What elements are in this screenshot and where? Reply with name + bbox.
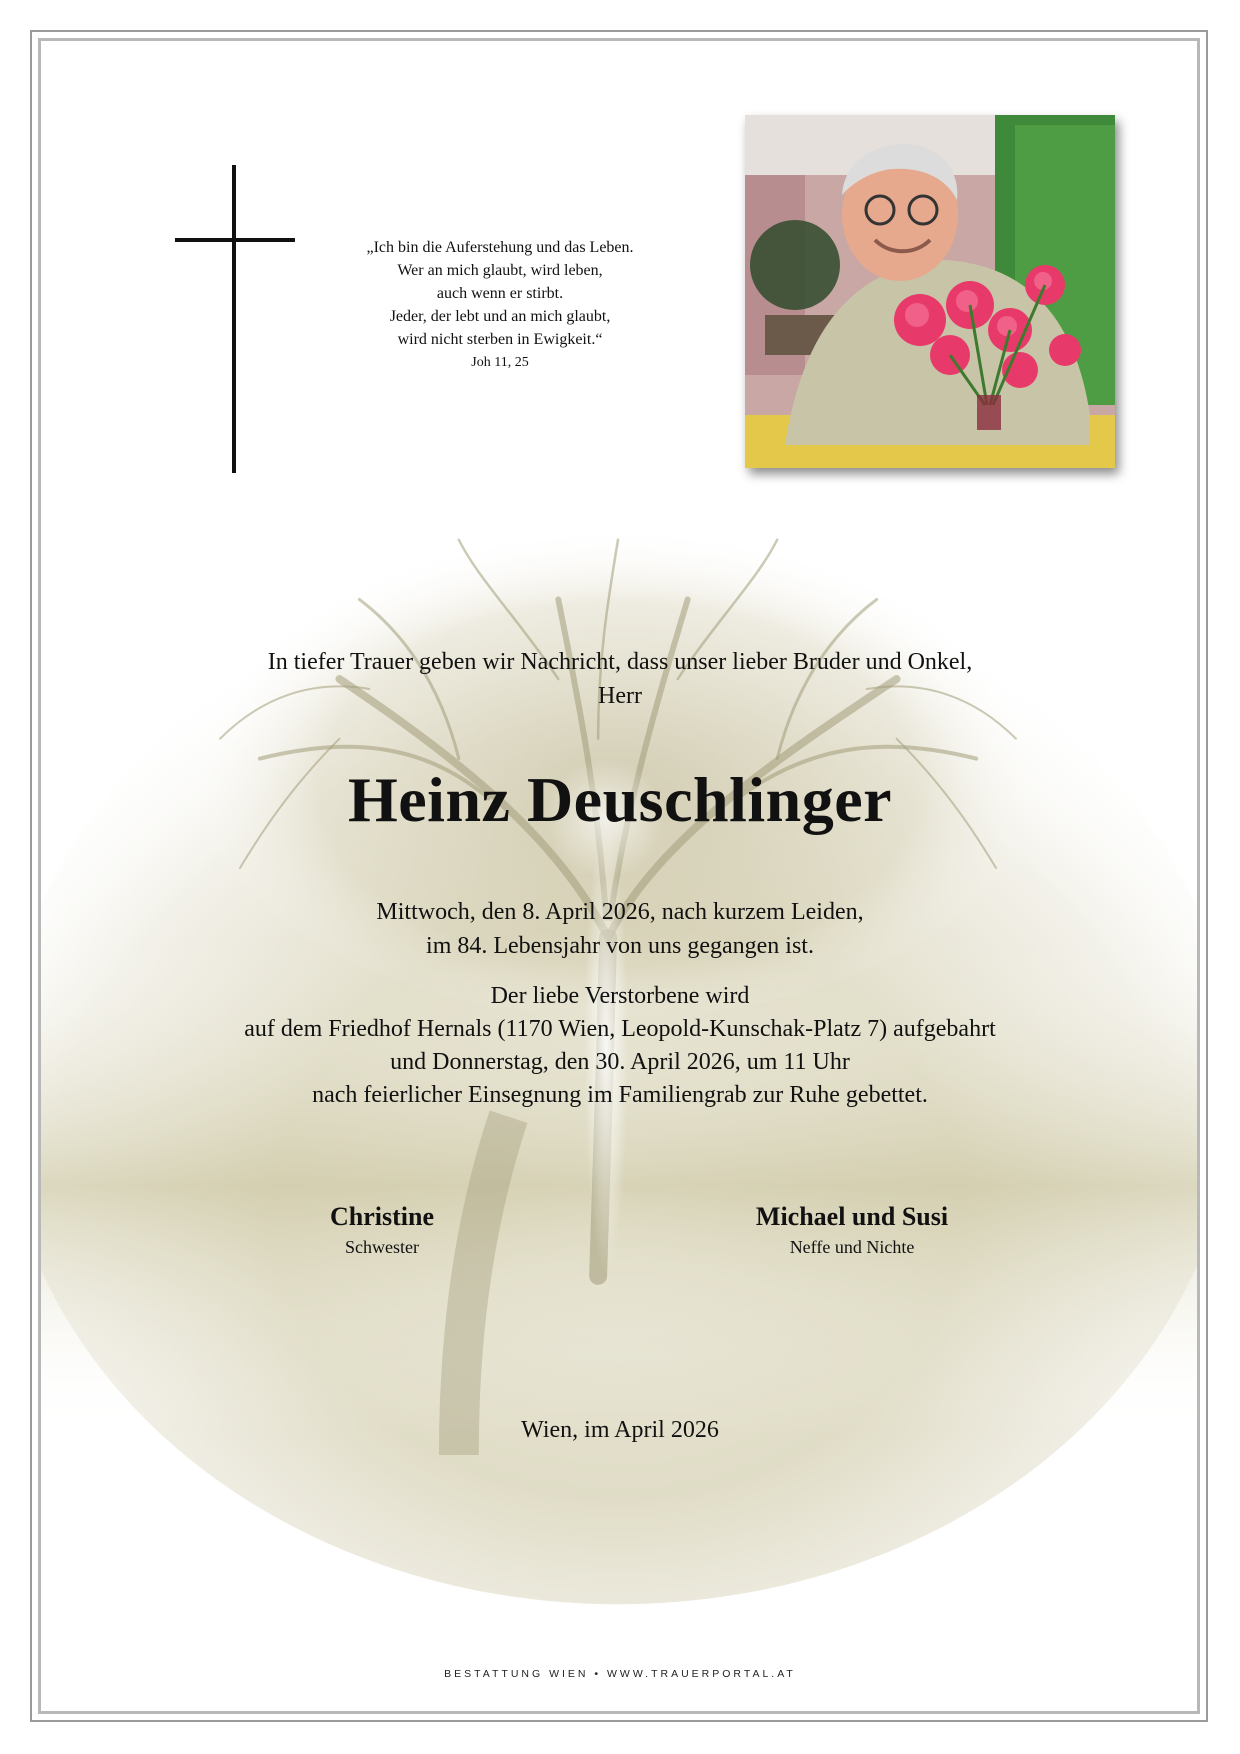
intro-line: Herr bbox=[598, 683, 642, 709]
verse-line: Jeder, der lebt und an mich glaubt, bbox=[389, 308, 611, 325]
mourner bbox=[672, 1200, 1032, 1260]
verse-line: „Ich bin die Auferstehung und das Leben. bbox=[366, 239, 634, 256]
bible-verse bbox=[330, 236, 670, 374]
verse-reference: Joh 11, 25 bbox=[471, 355, 529, 370]
intro-line: In tiefer Trauer geben wir Nachricht, dass unser lieber Bruder und Onkel, bbox=[267, 649, 973, 675]
burial-line: auf dem Friedhof Hernals (1170 Wien, Leopold-Kunschak-Platz 7) aufgebahrt bbox=[244, 1016, 996, 1042]
passing-text bbox=[0, 895, 1240, 963]
deceased-name: Heinz Deuschlinger bbox=[347, 764, 893, 835]
passing-line: im 84. Lebensjahr von uns gegangen ist. bbox=[426, 933, 814, 959]
portrait-photo bbox=[745, 115, 1115, 468]
mourner-name: Michael und Susi bbox=[755, 1202, 949, 1231]
verse-line: wird nicht sterben in Ewigkeit.“ bbox=[397, 331, 603, 348]
mourner bbox=[202, 1200, 562, 1260]
passing-line: Mittwoch, den 8. April 2026, nach kurzem Leiden, bbox=[376, 899, 864, 925]
footer-credit: BESTATTUNG WIEN • WWW.TRAUERPORTAL.AT bbox=[444, 1668, 796, 1680]
verse-line: auch wenn er stirbt. bbox=[436, 285, 564, 302]
burial-text bbox=[0, 980, 1240, 1112]
verse-line: Wer an mich glaubt, wird leben, bbox=[397, 262, 603, 279]
mourner-relation: Schwester bbox=[345, 1237, 419, 1257]
burial-line: und Donnerstag, den 30. April 2026, um 11 Uhr bbox=[390, 1049, 850, 1075]
burial-line: nach feierlicher Einsegnung im Familiengrab zur Ruhe gebettet. bbox=[312, 1082, 928, 1108]
burial-line: Der liebe Verstorbene wird bbox=[490, 983, 750, 1009]
intro-text bbox=[0, 645, 1240, 713]
mourner-name: Christine bbox=[330, 1202, 434, 1231]
place-date: Wien, im April 2026 bbox=[521, 1417, 719, 1443]
cross-icon bbox=[175, 165, 295, 473]
mourner-relation: Neffe und Nichte bbox=[789, 1237, 915, 1257]
